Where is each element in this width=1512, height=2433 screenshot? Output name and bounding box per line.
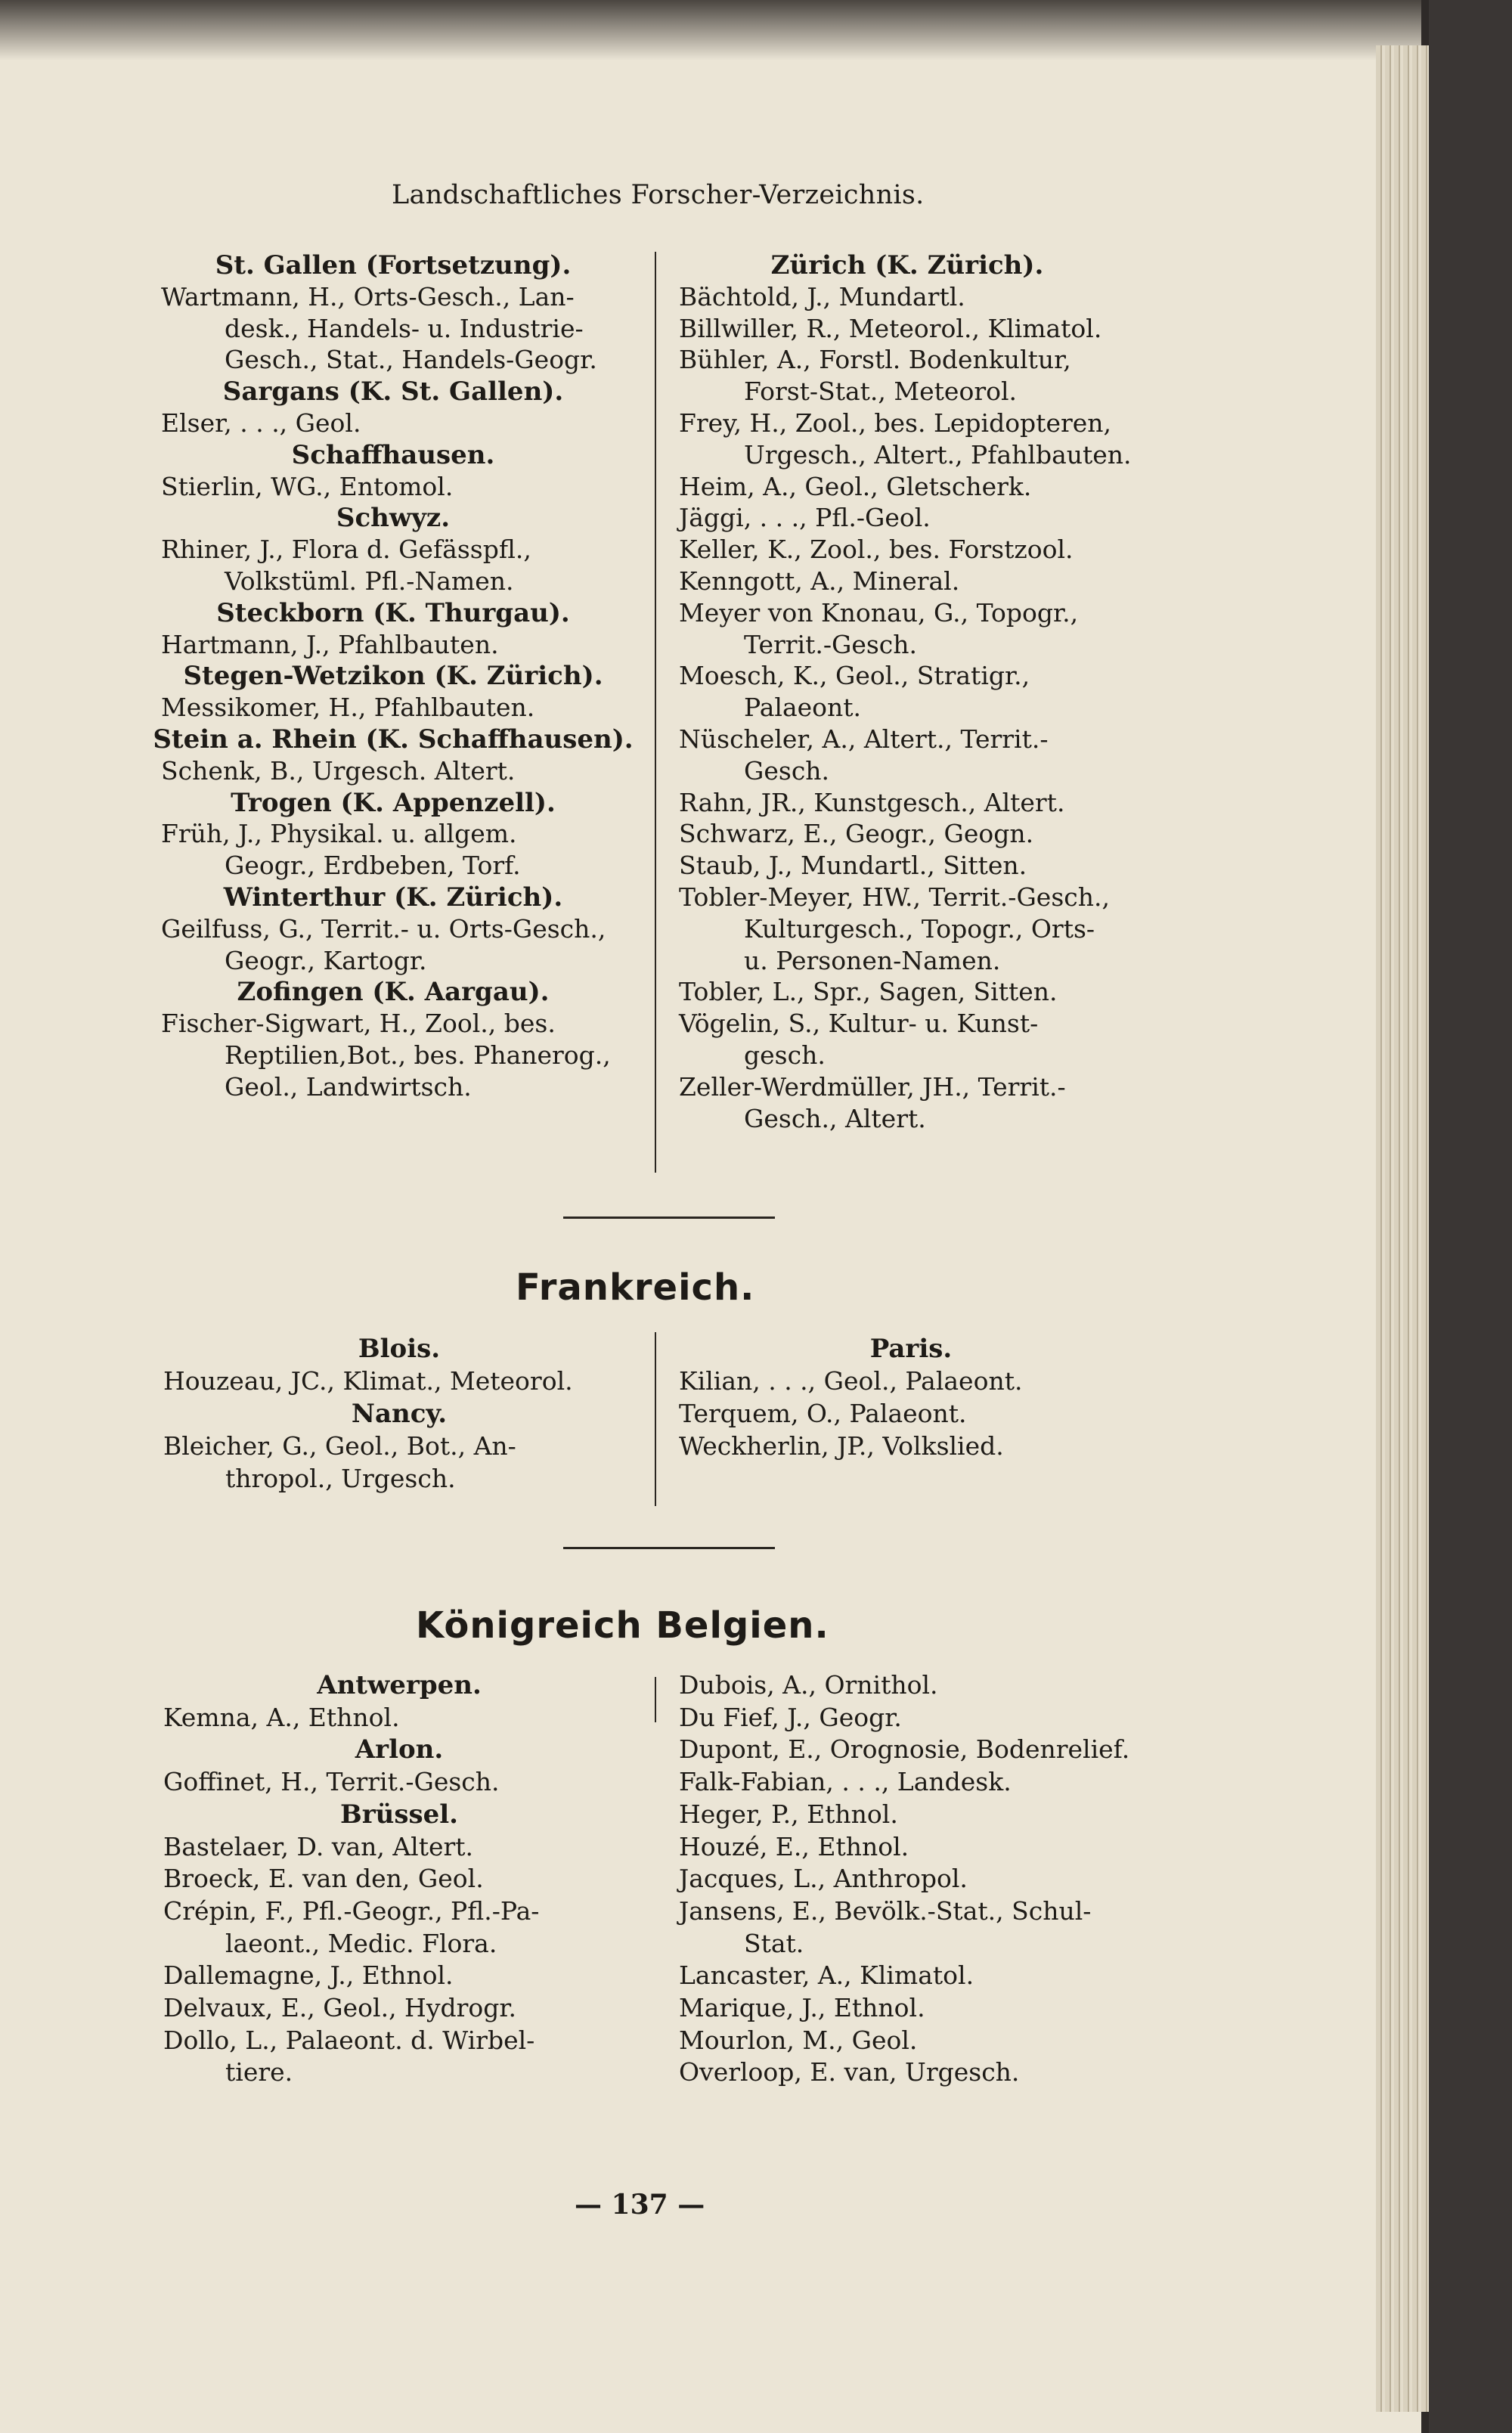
researcher-entry: Tobler-Meyer, HW., Territ.-Gesch., bbox=[679, 882, 1110, 912]
entry-continuation: Gesch. bbox=[744, 755, 830, 786]
researcher-entry: Hartmann, J., Pfahlbauten. bbox=[161, 629, 499, 659]
researcher-entry: Broeck, E. van den, Geol. bbox=[163, 1864, 484, 1894]
researcher-entry: Du Fief, J., Geogr. bbox=[679, 1702, 902, 1732]
researcher-entry: Dubois, A., Ornithol. bbox=[679, 1670, 938, 1700]
section-rule bbox=[563, 1216, 775, 1219]
entry-continuation: u. Personen-Namen. bbox=[744, 945, 1001, 975]
researcher-entry: Dupont, E., Orognosie, Bodenrelief. bbox=[679, 1734, 1130, 1765]
section-title-france: Frankreich. bbox=[516, 1266, 755, 1309]
place-heading: Brüssel. bbox=[339, 1799, 459, 1830]
researcher-entry: Crépin, F., Pfl.-Geogr., Pfl.-Pa- bbox=[163, 1895, 540, 1926]
researcher-entry: Meyer von Knonau, G., Topogr., bbox=[679, 597, 1079, 628]
researcher-entry: Houzeau, JC., Klimat., Meteorol. bbox=[163, 1366, 573, 1396]
researcher-entry: Bleicher, G., Geol., Bot., An- bbox=[163, 1431, 516, 1461]
researcher-entry: Rahn, JR., Kunstgesch., Altert. bbox=[679, 787, 1065, 817]
page-number: — 137 — bbox=[575, 2189, 705, 2221]
researcher-entry: Houzé, E., Ethnol. bbox=[679, 1831, 909, 1861]
place-heading: Nancy. bbox=[351, 1399, 448, 1429]
section-rule bbox=[563, 1547, 775, 1549]
place-heading: Steckborn (K. Thurgau). bbox=[216, 597, 570, 628]
place-heading: Schwyz. bbox=[336, 503, 451, 534]
researcher-entry: Weckherlin, JP., Volkslied. bbox=[679, 1431, 1004, 1461]
researcher-entry: Geilfuss, G., Territ.- u. Orts-Gesch., bbox=[161, 913, 606, 944]
researcher-entry: Wartmann, H., Orts-Gesch., Lan- bbox=[161, 281, 575, 311]
place-heading: Sargans (K. St. Gallen). bbox=[222, 377, 564, 408]
entry-continuation: gesch. bbox=[744, 1040, 826, 1070]
entry-continuation: Geogr., Erdbeben, Torf. bbox=[225, 851, 521, 881]
researcher-entry: Schwarz, E., Geogr., Geogn. bbox=[679, 819, 1034, 849]
column-divider bbox=[655, 1332, 656, 1506]
entry-continuation: Forst-Stat., Meteorol. bbox=[744, 377, 1018, 407]
entry-continuation: Geogr., Kartogr. bbox=[225, 945, 427, 975]
researcher-entry: Jacques, L., Anthropol. bbox=[679, 1864, 968, 1894]
researcher-entry: Overloop, E. van, Urgesch. bbox=[679, 2057, 1020, 2087]
entry-continuation: Kulturgesch., Topogr., Orts- bbox=[744, 913, 1095, 944]
researcher-entry: Vögelin, S., Kultur- u. Kunst- bbox=[679, 1009, 1039, 1039]
researcher-entry: Früh, J., Physikal. u. allgem. bbox=[161, 819, 517, 849]
place-heading: Zofingen (K. Aargau). bbox=[237, 977, 550, 1008]
researcher-entry: Bühler, A., Forstl. Bodenkultur, bbox=[679, 345, 1071, 375]
researcher-entry: Lancaster, A., Klimatol. bbox=[679, 1960, 974, 1991]
researcher-entry: Frey, H., Zool., bes. Lepidopteren, bbox=[679, 408, 1112, 438]
researcher-entry: Bastelaer, D. van, Altert. bbox=[163, 1831, 474, 1861]
entry-continuation: Gesch., Stat., Handels-Geogr. bbox=[225, 345, 597, 375]
entry-continuation: Stat. bbox=[744, 1928, 804, 1958]
place-heading: Schaffhausen. bbox=[291, 439, 495, 470]
place-heading: St. Gallen (Fortsetzung). bbox=[215, 250, 572, 280]
researcher-entry: Fischer-Sigwart, H., Zool., bes. bbox=[161, 1009, 556, 1039]
researcher-entry: Delvaux, E., Geol., Hydrogr. bbox=[163, 1993, 516, 2022]
place-heading: Trogen (K. Appenzell). bbox=[231, 787, 556, 818]
researcher-entry: Nüscheler, A., Altert., Territ.- bbox=[679, 724, 1049, 754]
researcher-entry: Kenngott, A., Mineral. bbox=[679, 566, 960, 596]
researcher-entry: Billwiller, R., Meteorol., Klimatol. bbox=[679, 313, 1102, 343]
researcher-entry: Tobler, L., Spr., Sagen, Sitten. bbox=[679, 977, 1058, 1007]
researcher-entry: Mourlon, M., Geol. bbox=[679, 2025, 918, 2055]
researcher-entry: Messikomer, H., Pfahlbauten. bbox=[161, 693, 535, 723]
researcher-entry: Dallemagne, J., Ethnol. bbox=[163, 1960, 454, 1991]
page-shadow bbox=[0, 0, 1421, 60]
page-edges bbox=[1376, 45, 1429, 2412]
place-heading: Blois. bbox=[358, 1334, 441, 1364]
researcher-entry: Heim, A., Geol., Gletscherk. bbox=[679, 471, 1032, 501]
place-heading: Stegen-Wetzikon (K. Zürich). bbox=[183, 661, 603, 692]
entry-continuation: Palaeont. bbox=[744, 693, 862, 723]
entry-continuation: laeont., Medic. Flora. bbox=[225, 1928, 497, 1958]
researcher-entry: Staub, J., Mundartl., Sitten. bbox=[679, 851, 1027, 881]
column-divider bbox=[655, 1677, 656, 1722]
researcher-entry: Rhiner, J., Flora d. Gefässpfl., bbox=[161, 535, 531, 565]
researcher-entry: Zeller-Werdmüller, JH., Territ.- bbox=[679, 1071, 1066, 1102]
place-heading: Paris. bbox=[869, 1334, 953, 1364]
researcher-entry: Kilian, . . ., Geol., Palaeont. bbox=[679, 1366, 1023, 1396]
researcher-entry: Heger, P., Ethnol. bbox=[679, 1799, 898, 1829]
entry-continuation: Volkstüml. Pfl.-Namen. bbox=[225, 566, 514, 596]
entry-continuation: tiere. bbox=[225, 2057, 293, 2087]
entry-continuation: Territ.-Gesch. bbox=[744, 629, 918, 659]
researcher-entry: Elser, . . ., Geol. bbox=[161, 408, 361, 438]
researcher-entry: Dollo, L., Palaeont. d. Wirbel- bbox=[163, 2025, 535, 2055]
place-heading: Antwerpen. bbox=[317, 1670, 482, 1700]
entry-continuation: Geol., Landwirtsch. bbox=[225, 1071, 472, 1102]
researcher-entry: Terquem, O., Palaeont. bbox=[679, 1399, 967, 1428]
researcher-entry: Jäggi, . . ., Pfl.-Geol. bbox=[679, 503, 931, 533]
place-heading: Arlon. bbox=[355, 1734, 444, 1765]
column-divider bbox=[655, 252, 656, 1173]
place-heading: Zürich (K. Zürich). bbox=[770, 250, 1044, 280]
entry-continuation: Reptilien,Bot., bes. Phanerog., bbox=[225, 1040, 611, 1070]
researcher-entry: Falk-Fabian, . . ., Landesk. bbox=[679, 1767, 1012, 1797]
researcher-entry: Kemna, A., Ethnol. bbox=[163, 1702, 400, 1732]
place-heading: Winterthur (K. Zürich). bbox=[223, 882, 563, 913]
entry-continuation: thropol., Urgesch. bbox=[225, 1464, 456, 1493]
researcher-entry: Schenk, B., Urgesch. Altert. bbox=[161, 755, 516, 786]
entry-continuation: Gesch., Altert. bbox=[744, 1103, 926, 1133]
book-cover bbox=[1429, 0, 1512, 2433]
section-title-belgium: Königreich Belgien. bbox=[416, 1604, 829, 1647]
researcher-entry: Keller, K., Zool., bes. Forstzool. bbox=[679, 535, 1074, 565]
researcher-entry: Stierlin, WG., Entomol. bbox=[161, 471, 454, 501]
researcher-entry: Marique, J., Ethnol. bbox=[679, 1993, 925, 2022]
entry-continuation: Urgesch., Altert., Pfahlbauten. bbox=[744, 439, 1132, 470]
researcher-entry: Jansens, E., Bevölk.-Stat., Schul- bbox=[679, 1895, 1092, 1926]
entry-continuation: desk., Handels- u. Industrie- bbox=[225, 313, 584, 343]
running-title: Landschaftliches Forscher-Verzeichnis. bbox=[392, 180, 925, 210]
researcher-entry: Goffinet, H., Territ.-Gesch. bbox=[163, 1767, 500, 1797]
researcher-entry: Bächtold, J., Mundartl. bbox=[679, 281, 965, 311]
researcher-entry: Moesch, K., Geol., Stratigr., bbox=[679, 661, 1030, 691]
place-heading: Stein a. Rhein (K. Schaffhausen). bbox=[153, 724, 634, 755]
